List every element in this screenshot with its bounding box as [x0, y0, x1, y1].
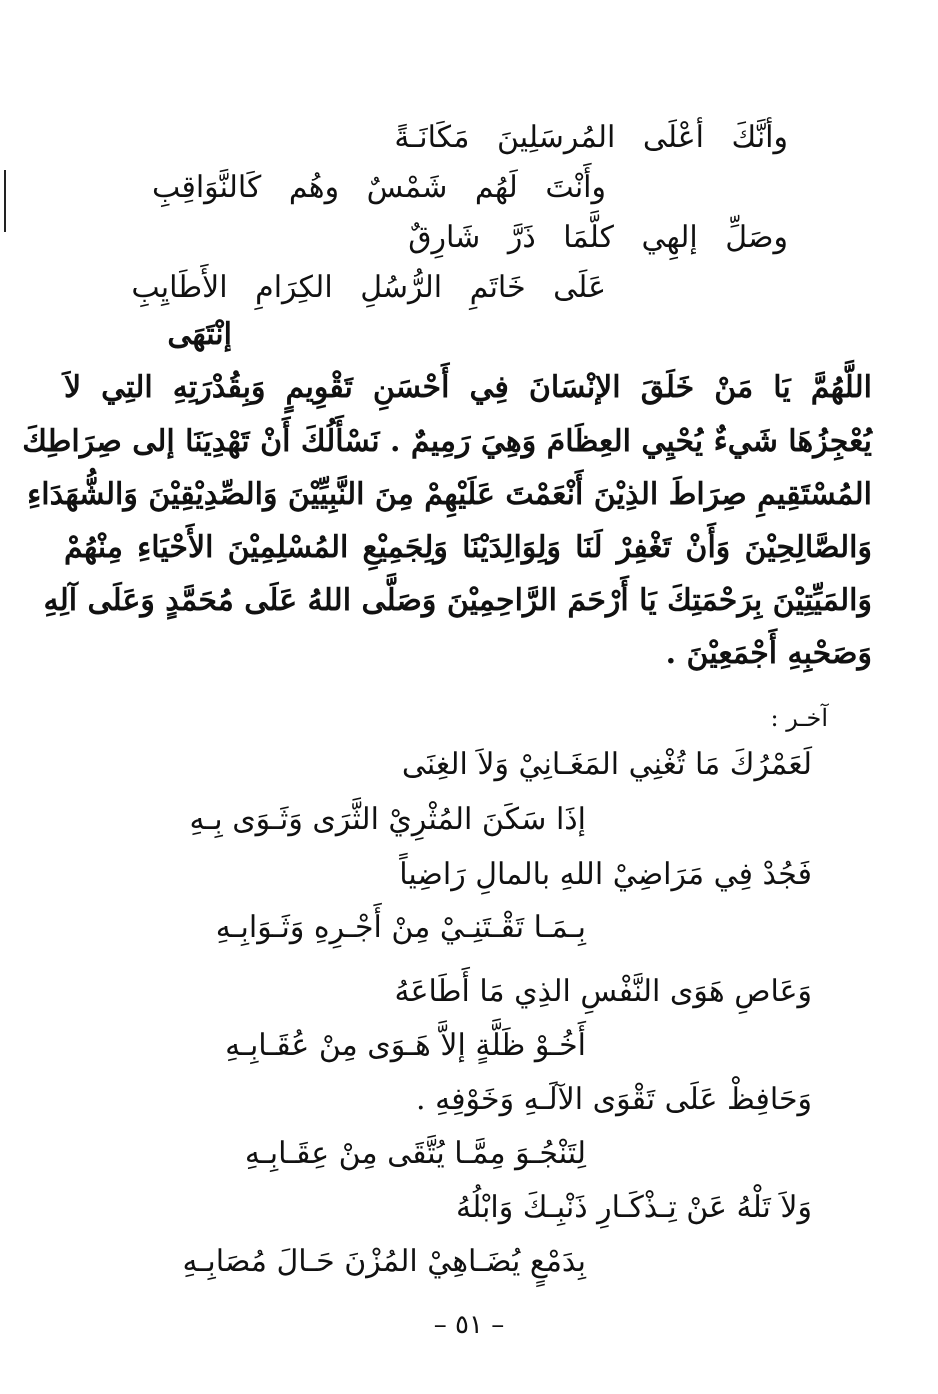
poem2-line-3: فَجُدْ فِي مَرَاضِيْ اللهِ بالمالِ رَاضِياً: [399, 857, 812, 892]
poem2-line-2: إذَا سَكَنَ المُثْرِيْ الثَّرَى وَثَـوَى بِـهِ: [189, 802, 586, 837]
page-number: – ٥١ –: [433, 1310, 505, 1340]
poem1-line-3: وصَلِّ إلهِي كلَّمَا ذَرَّ شَارِقٌ: [408, 220, 788, 255]
scan-edge-mark: [4, 170, 6, 232]
poem2-line-7: وَحَافِظْ عَلَى تَقْوَى الآلَـهِ وَخَوْفِهِ .: [416, 1082, 812, 1117]
poem2-heading: آخـر :: [770, 704, 828, 732]
poem2-line-10: بِدَمْعٍ يُضَـاهِيْ المُزْنَ حَـالَ مُصَابِـهِ: [182, 1244, 586, 1279]
poem2-line-8: لِتَنْجُـوَ مِمَّـا يُتَّقَى مِنْ عِقَـابِـهِ: [244, 1136, 586, 1171]
prayer-line-1: اللَّهُمَّ يَا مَنْ خَلَقَ الإنْسَانَ فِي أَحْسَنِ تَقْوِيمٍ وَبِقُدْرَتِهِ التِي لاَ: [64, 370, 872, 405]
poem1-line-1: وأنَّكَ أعْلَى المُرسَلِينَ مَكَانَـةً: [394, 120, 788, 155]
poem2-line-6: أَخُـوْ ظَلَّةٍ إلاَّ هَـوَى مِنْ عُقَـابِـهِ: [225, 1028, 586, 1063]
ending-word: إنْتَهَى: [167, 317, 232, 352]
prayer-line-5: وَالمَيِّتِيْنَ بِرَحْمَتِكَ يَا أَرْحَمَ الرَّاحِمِيْنَ وَصَلَّى اللهُ عَلَى مُحَمَّدٍ وَعَلَى آلِهِ: [43, 583, 872, 618]
prayer-line-6: وَصَحْبِهِ أَجْمَعِيْنَ .: [665, 636, 872, 671]
poem1-line-2: وأَنْتَ لَهُم شَمْسٌ وهُم كَالنَّوَاقِبِ: [152, 170, 606, 205]
poem2-line-4: بِـمَـا تَقْـتَنِـيْ مِنْ أَجْـرِهِ وَثَـوَابِـهِ: [215, 910, 586, 945]
poem2-line-9: وَلاَ تَلْهُ عَنْ تِـذْكَـارِ ذَنْبِـكَ وَابْلُهُ: [456, 1190, 812, 1225]
prayer-line-4: وَالصَّالِحِيْنَ وَأَنْ تَغْفِرْ لَنَا وَلِوَالِدَيْنَا وَلِجَمِيْعِ المُسْلِمِيْنَ الأَحْيَاءِ مِنْهُمْ: [64, 530, 872, 565]
poem2-line-5: وَعَاصِ هَوَى النَّفْسِ الذِي مَا أَطَاعَهُ: [394, 974, 812, 1009]
prayer-line-2: يُعْجِزُهَا شَيءٌ يُحْيِي العِظَامَ وَهِيَ رَمِيمٌ . نَسْأَلُكَ أَنْ تَهْدِيَنَا إلى صِرَاطِكَ: [22, 424, 872, 459]
poem2-line-1: لَعَمْرُكَ مَا تُغْنِي المَغَـانِيْ وَلاَ الغِنَى: [401, 747, 812, 782]
poem1-line-4: عَلَى خَاتَمِ الرُّسُلِ الكِرَامِ الأَطَايِبِ: [131, 270, 606, 305]
prayer-line-3: المُسْتَقِيمِ صِرَاطَ الذِيْنَ أَنْعَمْتَ عَلَيْهِمْ مِنَ النَّبِيِّيْنَ وَالصِّدِيْقِيْنَ وَالشُّهَدَاءِ: [27, 477, 872, 512]
